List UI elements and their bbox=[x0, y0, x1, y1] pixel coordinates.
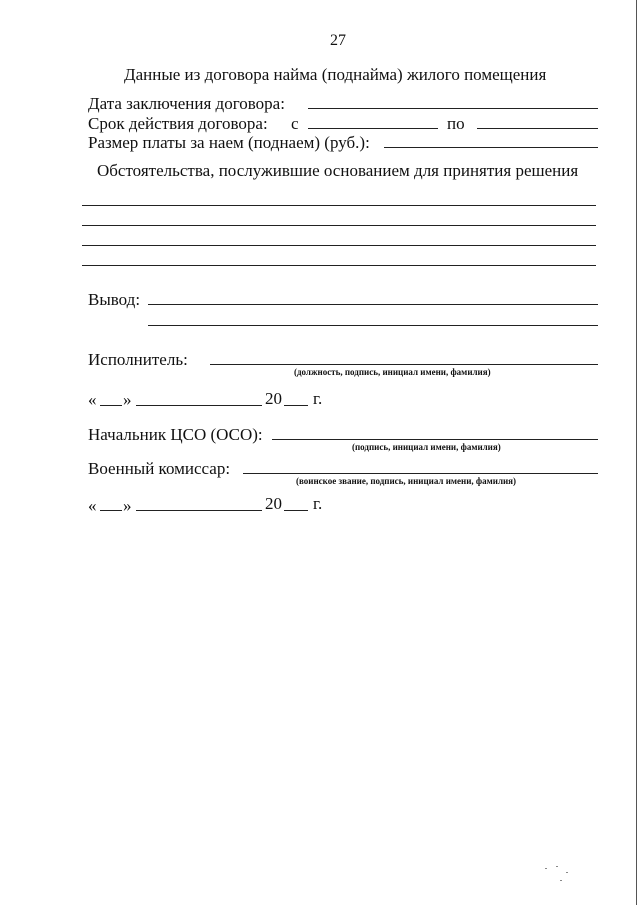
term-from-label: с bbox=[291, 114, 299, 133]
conclusion-line-1[interactable] bbox=[148, 304, 598, 305]
contract-term-label: Срок действия договора: bbox=[88, 114, 268, 133]
date1-close-quote: » bbox=[123, 390, 132, 409]
date2-day-field[interactable] bbox=[100, 510, 122, 511]
executor-caption: (должность, подпись, инициал имени, фамилия) bbox=[294, 367, 491, 377]
date1-open-quote: « bbox=[88, 390, 97, 409]
conclusion-label: Вывод: bbox=[88, 290, 141, 309]
date2-open-quote: « bbox=[88, 496, 97, 515]
date1-month-field[interactable] bbox=[136, 405, 262, 406]
commissar-label: Военный комиссар: bbox=[88, 459, 231, 478]
circumstances-line-4[interactable] bbox=[82, 265, 596, 266]
section-title: Данные из договора найма (поднайма) жилого помещения bbox=[124, 65, 547, 84]
date1-year-prefix: 20 bbox=[265, 389, 282, 408]
scan-speck bbox=[556, 866, 558, 867]
date1-year-field[interactable] bbox=[284, 405, 308, 406]
term-to-field[interactable] bbox=[477, 128, 598, 129]
date2-close-quote: » bbox=[123, 496, 132, 515]
term-from-field[interactable] bbox=[308, 128, 438, 129]
commissar-caption: (воинское звание, подпись, инициал имени, фамилия) bbox=[296, 476, 517, 486]
scan-speck bbox=[545, 868, 547, 869]
circumstances-line-2[interactable] bbox=[82, 225, 596, 226]
chief-field[interactable] bbox=[272, 439, 598, 440]
date1-day-field[interactable] bbox=[100, 405, 122, 406]
contract-date-label: Дата заключения договора: bbox=[88, 94, 285, 113]
circumstances-line-1[interactable] bbox=[82, 205, 596, 206]
commissar-field[interactable] bbox=[243, 473, 598, 474]
contract-date-field[interactable] bbox=[308, 108, 598, 109]
circumstances-heading: Обстоятельства, послужившие основанием для принятия решения bbox=[97, 161, 579, 180]
scan-speck bbox=[566, 872, 568, 873]
term-to-label: по bbox=[447, 114, 465, 133]
circumstances-line-3[interactable] bbox=[82, 245, 596, 246]
rent-label: Размер платы за наем (поднаем) (руб.): bbox=[88, 133, 370, 152]
executor-field[interactable] bbox=[210, 364, 598, 365]
executor-label: Исполнитель: bbox=[88, 350, 188, 369]
scan-speck bbox=[560, 880, 562, 881]
date1-year-suffix: г. bbox=[313, 389, 323, 408]
date2-year-field[interactable] bbox=[284, 510, 308, 511]
date2-year-prefix: 20 bbox=[265, 494, 282, 513]
chief-caption: (подпись, инициал имени, фамилия) bbox=[352, 442, 501, 452]
date2-year-suffix: г. bbox=[313, 494, 323, 513]
page-number: 27 bbox=[330, 32, 346, 49]
conclusion-line-2[interactable] bbox=[148, 325, 598, 326]
chief-label: Начальник ЦСО (ОСО): bbox=[88, 425, 263, 444]
page-edge bbox=[636, 0, 637, 905]
rent-field[interactable] bbox=[384, 147, 598, 148]
date2-month-field[interactable] bbox=[136, 510, 262, 511]
